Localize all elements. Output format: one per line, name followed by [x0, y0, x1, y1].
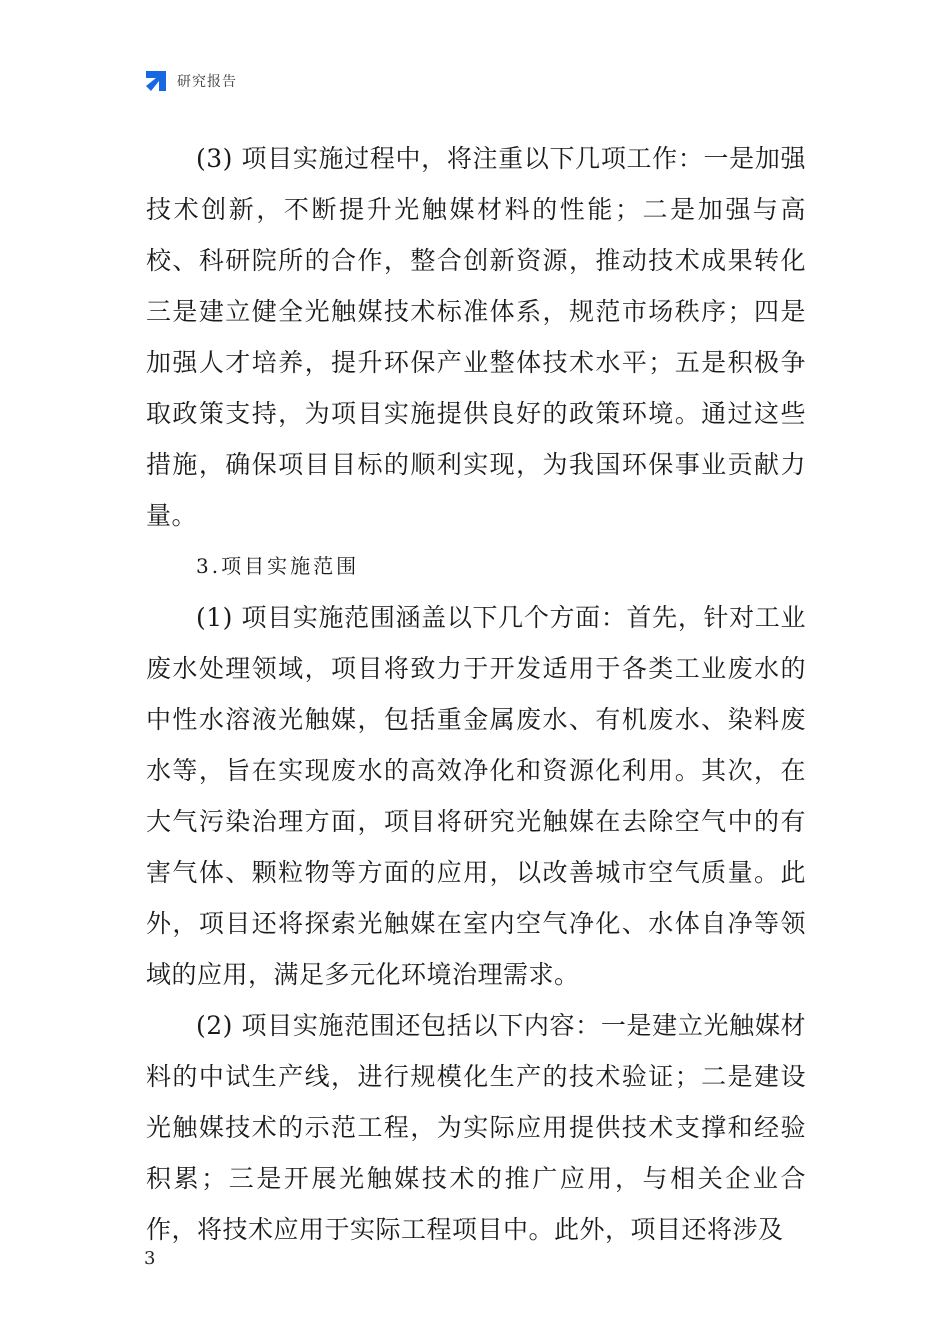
page-number: 3 — [144, 1248, 156, 1269]
header-title: 研究报告 — [177, 74, 237, 90]
paragraph-implementation-work: (3) 项目实施过程中，将注重以下几项工作：一是加强技术创新，不断提升光触媒材料的性能；二是加强与高校、科研院所的合作，整合创新资源，推动技术成果转化三是建立健全光触媒技术标准体系，规范市场秩序；四是加强人才培养，提升环保产业整体技术水平；五是积极争取政策支持，为项目实施提供良好的政策环境。通过这些措施，确保项目目标的顺利实现，为我国环保事业贡献力量。 — [146, 144, 806, 530]
paragraph-scope-1: (1) 项目实施范围涵盖以下几个方面：首先，针对工业废水处理领域，项目将致力于开发适用于各类工业废水的中性水溶液光触媒，包括重金属废水、有机废水、染料废水等，旨在实现废水的高效净化和资源化利用。其次，在大气污染治理方面，项目将研究光触媒在去除空气中的有害气体、颗粒物等方面的应用，以改善城市空气质量。此外，项目还将探索光触媒在室内空气净化、水体自净等领域的应用，满足多元化环境治理需求。 — [146, 603, 806, 989]
page-header — [143, 68, 237, 94]
arrow-up-right-logo-icon — [143, 68, 169, 94]
section-heading: 3.项目实施范围 — [196, 554, 360, 578]
paragraph-scope-2: (2) 项目实施范围还包括以下内容：一是建立光触媒材料的中试生产线，进行规模化生产的技术验证；二是建设光触媒技术的示范工程，为实际应用提供技术支撑和经验积累；三是开展光触媒技术的推广应用，与相关企业合作，将技术应用于实际工程项目中。此外，项目还将涉及 — [146, 1011, 806, 1244]
document-body — [146, 133, 806, 1255]
